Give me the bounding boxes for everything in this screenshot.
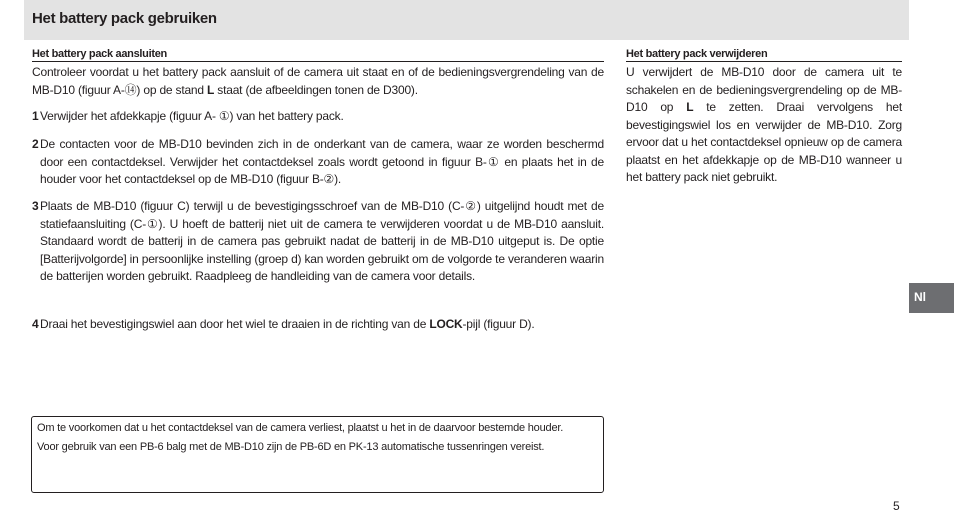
step-4-text-after: -pijl (figuur D). — [462, 317, 535, 331]
remove-text-after: te zetten. Draai vervolgens het bevestigingswiel los en verwijder de MB-D10. Zorg ervoor dat u het contactdeksel opnieuw op de camera plaatst en het afdekkapje op de MB-D10 wanneer u het battery pack niet gebruikt. — [626, 100, 902, 184]
step-number: 3 — [32, 199, 39, 213]
step-text: Plaats de MB-D10 (figuur C) terwijl u de bevestigingsschroef van de MB-D10 (C-②) uitgelijnd houdt met de statiefaansluiting (C-①). U hoeft de batterij niet uit de camera te verwijderen voordat u de MB-D10 aansluit. Standaard wordt de batterij in de camera pas gebruikt nadat de batterij in de MB-D10 uitgeput is. De optie [Batterijvolgorde] in persoonlijke instelling (groep d) kan worden gebruikt om de volgorde te veranderen waarin de batterijen worden gebruikt. Raadpleeg de handleiding van de camera voor details. — [40, 199, 604, 283]
step-number: 1 — [32, 109, 39, 123]
step-number: 2 — [32, 137, 39, 151]
step-text — [32, 316, 604, 334]
step-2 — [32, 136, 604, 189]
step-1 — [32, 108, 604, 126]
remove-paragraph — [626, 64, 902, 187]
step-4 — [32, 316, 604, 334]
intro-paragraph — [32, 64, 604, 99]
step-4-text-before: Draai het bevestigingswiel aan door het wiel te draaien in de richting van de — [40, 317, 430, 331]
page-title: Het battery pack gebruiken — [32, 10, 217, 27]
step-text: De contacten voor de MB-D10 bevinden zich in de onderkant van de camera, waar ze worden beschermd door een contactdeksel. Verwijder het contactdeksel zoals wordt getoond in figuur B-① en plaats het in de houder voor het contactdeksel op de MB-D10 (figuur B-②). — [40, 137, 604, 186]
lock-arrow-label: LOCK — [429, 317, 463, 331]
intro-text-before: Controleer voordat u het battery pack aansluit of de camera uit staat en of de bedieningsvergrendeling van de MB-D10 (figuur A-⑭) op de stand — [32, 65, 604, 97]
note-box — [31, 416, 604, 493]
page-number: 5 — [893, 499, 900, 513]
note-item: Voor gebruik van een PB-6 balg met de MB-D10 zijn de PB-6D en PK-13 automatische tussenringen vereist. — [37, 441, 545, 453]
language-tab: Nl — [909, 283, 954, 313]
remove-text-before: U verwijdert de MB-D10 door de camera uit te schakelen en de bedieningsvergrendeling op de MB-D10 op — [626, 65, 902, 114]
intro-text-after: staat (de afbeeldingen tonen de D300). — [214, 82, 418, 97]
lock-position-label: L — [207, 82, 215, 97]
step-number: 4 — [32, 317, 39, 331]
step-text: Verwijder het afdekkapje (figuur A- ①) van het battery pack. — [40, 109, 344, 123]
section-heading-remove: Het battery pack verwijderen — [626, 48, 902, 62]
section-heading-attach: Het battery pack aansluiten — [32, 48, 604, 62]
lock-position-label: L — [686, 100, 694, 114]
step-3 — [32, 198, 604, 286]
note-item: Om te voorkomen dat u het contactdeksel van de camera verliest, plaatst u het in de daarvoor bestemde houder. — [37, 422, 564, 434]
